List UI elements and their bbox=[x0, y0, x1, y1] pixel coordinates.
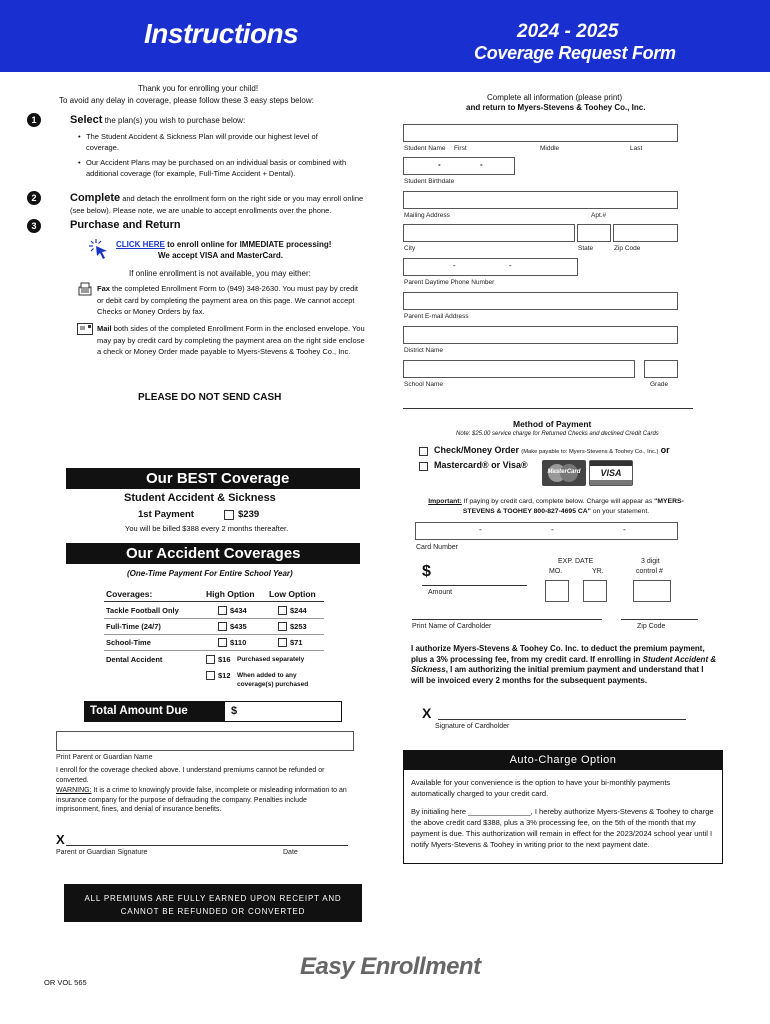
thanks-text: Thank you for enrolling your child! bbox=[138, 84, 259, 93]
student-name-label: Student Name bbox=[404, 145, 446, 152]
dash: - bbox=[480, 160, 483, 169]
auto-text1: Available for your convenience is the option to have your bi-monthly payments automatically charged to your credit card. bbox=[411, 778, 671, 798]
row-divider bbox=[104, 618, 324, 619]
best-coverage-title bbox=[66, 468, 360, 489]
daytime-phone-label: Parent Daytime Phone Number bbox=[404, 279, 495, 286]
state-label: State bbox=[578, 245, 594, 252]
col-coverages: Coverages: bbox=[106, 589, 153, 599]
step2-num-text: 2 bbox=[31, 193, 37, 203]
low-price: $253 bbox=[290, 622, 307, 631]
middle-label: Middle bbox=[540, 145, 560, 152]
high-price: $434 bbox=[230, 606, 247, 615]
exp-month-field[interactable] bbox=[545, 580, 569, 602]
daytime-phone-field[interactable] bbox=[403, 258, 578, 276]
high-price: $435 bbox=[230, 622, 247, 631]
best-price: $239 bbox=[238, 509, 260, 520]
district-field[interactable] bbox=[403, 326, 678, 344]
total-label-text: Total Amount Due bbox=[90, 705, 188, 717]
low-checkbox[interactable] bbox=[278, 606, 287, 615]
header-title: Instructions bbox=[144, 18, 299, 49]
amount-line[interactable] bbox=[422, 585, 527, 586]
cardholder-name-line[interactable] bbox=[412, 619, 602, 620]
high-checkbox[interactable] bbox=[218, 638, 227, 647]
important-end: on your statement. bbox=[592, 508, 650, 515]
best-first-payment: 1st Payment bbox=[138, 509, 194, 520]
zip-label: Zip Code bbox=[614, 245, 641, 252]
digit-label2: control # bbox=[636, 568, 663, 575]
best-checkbox[interactable] bbox=[224, 510, 234, 520]
parent-name-field[interactable] bbox=[56, 731, 354, 751]
low-price: $71 bbox=[290, 638, 303, 647]
click-line bbox=[116, 240, 331, 249]
step1-bold: Select bbox=[70, 114, 103, 126]
complete-line2: and return to Myers-Stevens & Toohey Co., Inc. bbox=[466, 103, 646, 112]
dental2-price: $12 bbox=[218, 671, 231, 680]
form-number: OR VOL 565 bbox=[44, 978, 87, 987]
auto-title-text: Auto-Charge Option bbox=[509, 754, 617, 766]
total-dollar: $ bbox=[231, 705, 238, 717]
auto-charge-header bbox=[404, 751, 722, 770]
high-checkbox[interactable] bbox=[218, 622, 227, 631]
click-here-link[interactable]: CLICK HERE bbox=[116, 240, 165, 249]
header-year: 2024 - 2025 bbox=[517, 21, 619, 42]
card-checkbox[interactable] bbox=[419, 462, 428, 471]
dash: - bbox=[509, 261, 512, 270]
row-divider bbox=[104, 634, 324, 635]
check-bold: Check/Money Order bbox=[434, 445, 520, 455]
city-field[interactable] bbox=[403, 224, 575, 242]
best-billed: You will be billed $388 every 2 months thereafter. bbox=[125, 524, 289, 533]
parent-signature-label: Parent or Guardian Signature bbox=[56, 849, 148, 856]
no-cash-text: PLEASE DO NOT SEND CASH bbox=[138, 392, 282, 403]
step3-bold: Purchase and Return bbox=[70, 219, 181, 231]
cardholder-name-label: Print Name of Cardholder bbox=[412, 623, 492, 630]
low-checkbox[interactable] bbox=[278, 622, 287, 631]
step1-text: the plan(s) you wish to purchase below: bbox=[104, 116, 246, 125]
dental-label: Dental Accident bbox=[106, 655, 163, 664]
premiums-line2: CANNOT BE REFUNDED OR CONVERTED bbox=[120, 907, 306, 916]
exp-label: EXP. DATE bbox=[558, 558, 594, 565]
bullet-1-text: The Student Accident & Sickness Plan will provide our highest level of coverage. bbox=[86, 132, 318, 152]
header-form-title: Coverage Request Form bbox=[474, 43, 676, 63]
cursor-click-icon bbox=[88, 238, 110, 260]
avoid-text: To avoid any delay in coverage, please follow these 3 easy steps below: bbox=[59, 96, 314, 105]
step2-number bbox=[27, 191, 41, 205]
authorize-italic: Student Accident & Sickness bbox=[411, 654, 717, 674]
bullet-2: • Our Accident Plans may be purchased on an individual basis or combined with additional coverage (for example, Full-Time Accident + Dental). bbox=[78, 158, 347, 178]
dash: - bbox=[623, 525, 626, 534]
authorize-text bbox=[411, 644, 717, 686]
zip-field[interactable] bbox=[613, 224, 678, 242]
cardholder-x: X bbox=[422, 705, 432, 721]
accident-coverage-title bbox=[66, 543, 360, 564]
auto-charge-box bbox=[403, 750, 723, 864]
dental2-note1: When added to any bbox=[237, 672, 297, 679]
dental2-checkbox[interactable] bbox=[206, 671, 215, 680]
easy-enrollment: Easy Enrollment bbox=[300, 953, 481, 980]
visa-logo-text: VISA bbox=[600, 468, 622, 478]
school-field[interactable] bbox=[403, 360, 635, 378]
important-quote: "MYERS-STEVENS & TOOHEY 800-827-4695 CA" bbox=[462, 498, 684, 515]
cardholder-signature-line[interactable] bbox=[438, 719, 686, 720]
table-header-line bbox=[104, 601, 324, 602]
mailing-label: Mailing Address bbox=[404, 212, 450, 219]
accident-subtitle: (One-Time Payment For Entire School Year) bbox=[127, 569, 293, 578]
dental1-price: $16 bbox=[218, 655, 231, 664]
amount-dollar: $ bbox=[422, 563, 431, 580]
low-checkbox[interactable] bbox=[278, 638, 287, 647]
zip2-line[interactable] bbox=[621, 619, 698, 620]
row-divider bbox=[104, 650, 324, 651]
check-checkbox[interactable] bbox=[419, 447, 428, 456]
visa-logo bbox=[589, 460, 633, 486]
check-line bbox=[434, 445, 670, 455]
col-high: High Option bbox=[206, 589, 255, 599]
city-label: City bbox=[404, 245, 416, 252]
control-number-field[interactable] bbox=[633, 580, 671, 602]
parent-name-label: Print Parent or Guardian Name bbox=[56, 754, 153, 761]
grade-field[interactable] bbox=[644, 360, 678, 378]
row-label: School-Time bbox=[106, 638, 151, 647]
high-price: $110 bbox=[230, 638, 247, 647]
total-label bbox=[84, 701, 224, 722]
premiums-line1: ALL PREMIUMS ARE FULLY EARNED UPON RECEIPT AND bbox=[84, 894, 342, 903]
amount-label: Amount bbox=[428, 589, 453, 596]
fax-icon bbox=[78, 282, 92, 296]
enroll-text: I enroll for the coverage checked above. I understand premiums cannot be refunded or converted. bbox=[56, 767, 325, 784]
accident-title-text: Our Accident Coverages bbox=[126, 545, 301, 562]
best-title-text: Our BEST Coverage bbox=[146, 470, 290, 487]
cardholder-signature-label: Signature of Cardholder bbox=[435, 723, 510, 730]
exp-year-field[interactable] bbox=[583, 580, 607, 602]
step1-num-text: 1 bbox=[31, 115, 37, 125]
authorize-body: I authorize Myers-Stevens & Toohey Co. Inc. to deduct the premium payment, plus a 3% processing fee, from my credit card. If enrolling in bbox=[411, 644, 705, 664]
click-text: to enroll online for IMMEDIATE processing! bbox=[167, 240, 332, 249]
card-number-label: Card Number bbox=[416, 544, 459, 551]
yr-label: YR. bbox=[592, 568, 604, 575]
warning-bold: WARNING: bbox=[56, 787, 92, 794]
dental1-checkbox[interactable] bbox=[206, 655, 215, 664]
check-or: or bbox=[660, 445, 670, 455]
step3-num-text: 3 bbox=[31, 221, 37, 231]
step3-number bbox=[27, 219, 41, 233]
email-label: Parent E-mail Address bbox=[404, 313, 469, 320]
fax-text: the completed Enrollment Form to (949) 348-2630. You must pay by credit or debit card by completing the payment area on this page. We cannot accept Checks or Money Orders by fax. bbox=[97, 284, 358, 316]
grade-label: Grade bbox=[650, 381, 669, 388]
service-note: Note: $25.00 service charge for Returned Checks and declined Credit Cards bbox=[456, 431, 659, 437]
mastercard-logo-text: MasterCard bbox=[547, 469, 581, 475]
low-price: $244 bbox=[290, 606, 307, 615]
important-bold: Important: bbox=[428, 498, 462, 505]
fax-line bbox=[97, 283, 365, 318]
if-online-text: If online enrollment is not available, you may either: bbox=[129, 269, 311, 278]
apt-label: Apt.# bbox=[591, 212, 607, 219]
important-body: If paying by credit card, complete below. Charge will appear as bbox=[463, 498, 653, 505]
first-label: First bbox=[454, 145, 467, 152]
bullet-1: • The Student Accident & Sickness Plan will provide our highest level of coverage. bbox=[78, 132, 318, 152]
fax-bold: Fax bbox=[97, 284, 110, 293]
email-field[interactable] bbox=[403, 292, 678, 310]
step2-line bbox=[70, 192, 370, 217]
sign-x: X bbox=[56, 832, 65, 847]
mailing-field[interactable] bbox=[403, 191, 678, 209]
mail-icon bbox=[77, 323, 93, 335]
total-amount-field[interactable] bbox=[224, 701, 342, 722]
mastercard-logo bbox=[542, 460, 586, 486]
premiums-box bbox=[64, 884, 362, 922]
district-label: District Name bbox=[404, 347, 444, 354]
check-note: (Make payable to: Myers-Stevens & Toohey Co., Inc.) bbox=[521, 449, 659, 455]
dash: - bbox=[453, 261, 456, 270]
birthdate-field[interactable] bbox=[403, 157, 515, 175]
step1-number bbox=[27, 113, 41, 127]
card-number-field[interactable] bbox=[415, 522, 678, 540]
state-field[interactable] bbox=[577, 224, 611, 242]
dash: - bbox=[551, 525, 554, 534]
zip2-label: Zip Code bbox=[637, 623, 666, 630]
date-label: Date bbox=[283, 849, 298, 856]
digit-label1: 3 digit bbox=[641, 558, 660, 565]
row-label: Full-Time (24/7) bbox=[106, 622, 161, 631]
col-low: Low Option bbox=[269, 589, 316, 599]
dash: - bbox=[438, 160, 441, 169]
warning-text bbox=[56, 786, 348, 815]
student-name-field[interactable] bbox=[403, 124, 678, 142]
section-divider bbox=[403, 408, 693, 409]
complete-line1: Complete all information (please print) bbox=[487, 93, 623, 102]
birthdate-label: Student Birthdate bbox=[404, 178, 455, 185]
step2-bold: Complete bbox=[70, 192, 121, 204]
mail-bold: Mail bbox=[97, 324, 112, 333]
bullet-2-text: Our Accident Plans may be purchased on an individual basis or combined with additional coverage (for example, Full-Time Accident + Dental). bbox=[86, 158, 347, 178]
dash: - bbox=[479, 525, 482, 534]
parent-signature-line[interactable] bbox=[66, 845, 348, 846]
authorize-end: , I am authorizing the initial premium payment and understand that I will be invoiced every 2 months for the subsequent payments. bbox=[411, 665, 704, 685]
row-label: Tackle Football Only bbox=[106, 606, 179, 615]
school-label: School Name bbox=[404, 381, 444, 388]
method-title: Method of Payment bbox=[513, 419, 592, 429]
dental1-note: Purchased separately bbox=[237, 656, 305, 663]
step1-line bbox=[70, 114, 245, 126]
mail-line bbox=[97, 323, 365, 358]
auto-text2: By initialing here _______________, I hereby authorize Myers-Stevens & Toohey to charge the above credit card $388, plus a 3% processing fee, on the 5th of the month that my payment is due. This authorization will remain in effect for the 2023/2024 school year until I notify Myers-Stevens & Toohey in writing prior to the next payment date. bbox=[411, 807, 714, 849]
mo-label: MO. bbox=[549, 568, 563, 575]
last-label: Last bbox=[630, 145, 643, 152]
mail-text: both sides of the completed Enrollment Form in the enclosed envelope. You may pay by credit card by completing the payment area on the right side enclose a check or Money Order made payable to Myers-Stevens & Toohey Co., Inc. bbox=[97, 324, 365, 356]
warning-body: It is a crime to knowingly provide false, incomplete or misleading information to an insurance company for the purpose of defrauding the company. Penalties include imprisonment, fines, and denial of insurance benefits. bbox=[56, 787, 347, 813]
mc-visa-label: Mastercard® or Visa® bbox=[434, 460, 528, 470]
important-text bbox=[420, 497, 692, 517]
step2-text: and detach the enrollment form on the right side or you may enroll online (see below). Please note, we are unable to accept enrollments over the phone. bbox=[70, 194, 364, 215]
accept-text: We accept VISA and MasterCard. bbox=[158, 251, 283, 260]
dental2-note2: coverage(s) purchased bbox=[237, 681, 309, 688]
best-subtitle: Student Accident & Sickness bbox=[124, 492, 276, 504]
high-checkbox[interactable] bbox=[218, 606, 227, 615]
